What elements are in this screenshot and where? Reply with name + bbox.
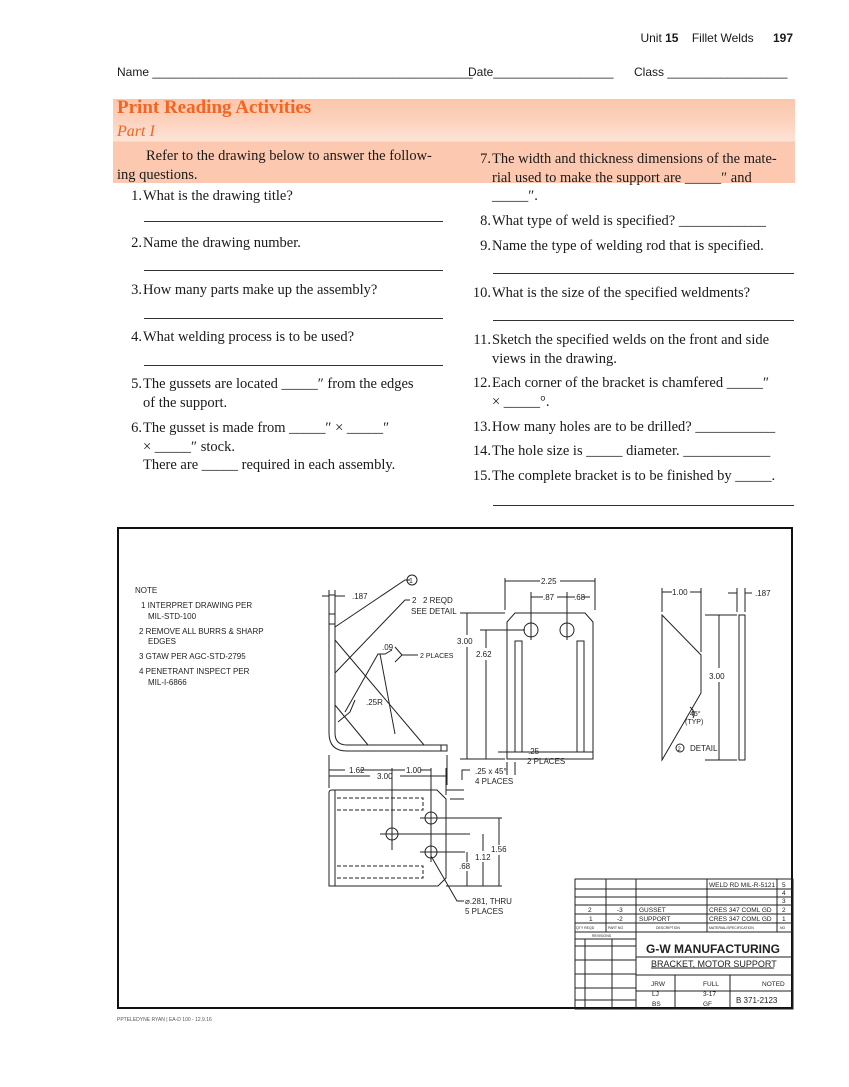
chamfer-spec: .25 x 45° [475, 767, 507, 776]
question-number: 6. [131, 420, 142, 436]
class-label: Class [634, 65, 665, 79]
dim-b: 1.00 [406, 766, 422, 775]
question-number: 4. [131, 329, 142, 345]
instructions-line: ing questions. [117, 166, 198, 183]
tb-part-no: -2 [617, 916, 623, 923]
tb-item-no: 1 [782, 916, 786, 923]
dim-c: 1.56 [491, 845, 507, 854]
question-text: The complete bracket is to be finished by _____. [492, 468, 776, 484]
question-text: The hole size is _____ diameter. ____________ [492, 443, 771, 459]
question-text: The width and thickness dimensions of the mate- [492, 151, 777, 167]
note-2: 2 REMOVE ALL BURRS & SHARP [139, 627, 264, 636]
unit-number: 15 [665, 31, 679, 45]
tb-item-no: 2 [782, 907, 786, 914]
tb-header-qty: QTY REQD [576, 926, 595, 930]
detail-label: DETAIL [690, 744, 718, 753]
question-text: of the support. [143, 394, 228, 411]
question-text: What is the size of the specified weldments? [492, 285, 751, 301]
question-number: 12. [472, 375, 491, 391]
question-text: What is the drawing title? [143, 188, 293, 204]
question-text: Name the type of welding rod that is specified. [492, 238, 764, 254]
question-number: 2. [131, 235, 142, 251]
detail-dim-width: 1.00 [672, 588, 688, 597]
detail-dim-thickness: .187 [755, 589, 771, 598]
tb-material: CRES 347 COML GD [709, 916, 772, 923]
dim-d: 1.12 [475, 853, 491, 862]
question-text: Sketch the specified welds on the front and side [492, 332, 770, 348]
dim-width: 2.25 [541, 577, 557, 586]
part-label: Part I [117, 123, 155, 140]
question-text: rial used to make the support are _____″ and [492, 169, 752, 186]
weld-size: .09 [382, 643, 394, 652]
question-text: The gussets are located _____″ from the edges [143, 376, 414, 392]
dim-a: 1.62 [349, 766, 365, 775]
tb-item-no: 4 [782, 890, 786, 897]
dim-hole-edge: .68 [574, 593, 586, 602]
tb-header-part: PART NO [608, 926, 624, 930]
note-4: 4 PENETRANT INSPECT PER [139, 667, 250, 676]
dim-edge-places: 2 PLACES [527, 757, 566, 766]
question-text: × _____″ stock. [143, 438, 235, 455]
dim-length: 3.00 [377, 772, 393, 781]
drawing-notes [135, 586, 264, 687]
page-number: 197 [772, 31, 793, 45]
bend-radius: .25R [366, 698, 383, 707]
tb-revisions: REVISIONS [592, 934, 612, 938]
question-text: views in the drawing. [492, 350, 617, 367]
question-text: Name the drawing number. [143, 235, 301, 251]
weld-places: 2 PLACES [420, 653, 454, 660]
tb-checked: LJ [652, 991, 659, 998]
note-2-cont: EDGES [148, 637, 177, 646]
drawing-credit: PPTELEDYNE RYAN | EA-D 100 - 12.9.16 [117, 1017, 212, 1023]
dim-thickness: .187 [352, 592, 368, 601]
question-number: 7. [480, 151, 491, 167]
callout-2: 2 [412, 596, 417, 605]
detail-dim-height: 3.00 [709, 672, 725, 681]
tb-scale: FULL [703, 981, 719, 988]
question-number: 3. [131, 282, 142, 298]
tb-header-no: NO [780, 926, 786, 930]
question-number: 14. [472, 443, 491, 459]
question-text: There are _____ required in each assembly. [143, 457, 396, 473]
detail-angle: 45° [690, 711, 701, 718]
chamfer-places: 4 PLACES [475, 777, 514, 786]
callout-2-detail: SEE DETAIL [411, 607, 457, 616]
question-number: 1. [131, 188, 142, 204]
question-number: 13. [472, 419, 491, 435]
note-3: 3 GTAW PER AGC-STD-2795 [139, 652, 246, 661]
tb-material: WELD RD MIL-R-5121 [709, 882, 776, 889]
class-field[interactable]: Class __________________ [634, 65, 788, 79]
detail-angle-note: (TYP) [685, 719, 704, 726]
question-number: 9. [480, 238, 491, 254]
gusset-detail [662, 588, 771, 760]
tb-tracer: BS [652, 1001, 661, 1008]
dim-height-2: 2.62 [476, 650, 492, 659]
note-1-cont: MIL-STD-100 [148, 612, 197, 621]
question-number: 10. [472, 285, 491, 301]
question-text: The gusset is made from _____″ × _____″ [143, 420, 390, 436]
detail-label-number: 2 [677, 747, 681, 753]
question-text: _____″. [492, 188, 538, 204]
question-text: What type of weld is specified? ____________ [492, 213, 766, 229]
question-text: How many parts make up the assembly? [143, 282, 378, 298]
tb-company: G-W MANUFACTURING [646, 942, 780, 956]
name-label: Name [117, 65, 150, 79]
tb-date: 3-17 [703, 991, 717, 998]
dim-edge: .25 [528, 747, 540, 756]
tb-part-no: -3 [617, 907, 623, 914]
front-view [457, 577, 595, 775]
question-text: What welding process is to be used? [143, 329, 355, 345]
tb-material-noted: NOTED [762, 981, 785, 988]
dim-height: 3.00 [457, 637, 473, 646]
dim-hole-spacing: .87 [543, 593, 555, 602]
tb-drawing-number: B 371-2123 [736, 996, 778, 1005]
chapter-title: Fillet Welds [691, 31, 754, 45]
side-view [322, 575, 457, 785]
note-1: 1 INTERPRET DRAWING PER [141, 601, 253, 610]
tb-description: GUSSET [639, 907, 666, 914]
instructions-line: Refer to the drawing below to answer the follow- [146, 148, 432, 164]
question-number: 8. [480, 213, 491, 229]
tb-header-desc: DESCRIPTION [656, 926, 680, 930]
tb-approved: GF [703, 1001, 713, 1008]
tb-material: CRES 347 COML GD [709, 907, 772, 914]
tb-qty: 1 [589, 916, 593, 923]
question-text: How many holes are to be drilled? ___________ [492, 419, 776, 435]
tb-item-no: 3 [782, 898, 786, 905]
question-number: 11. [473, 332, 491, 348]
tb-header-material: MATERIAL/SPECIFICATION [709, 926, 754, 930]
notes-heading: NOTE [135, 586, 158, 595]
tb-qty: 2 [588, 907, 592, 914]
question-text: Each corner of the bracket is chamfered _____″ [492, 375, 769, 391]
tb-description: SUPPORT [639, 916, 671, 923]
tb-drawing-title: BRACKET, MOTOR SUPPORT [651, 959, 777, 969]
unit-label: Unit [640, 31, 662, 45]
question-text: × _____°. [492, 393, 550, 410]
hole-places: 5 PLACES [465, 907, 504, 916]
dim-e: .68 [459, 862, 471, 871]
tb-drawn-by: JRW [651, 981, 665, 988]
callout-1: 1 [409, 578, 413, 585]
top-view [329, 766, 513, 916]
date-field[interactable]: Date__________________ [468, 65, 614, 79]
note-4-cont: MIL-I-6866 [148, 678, 187, 687]
date-label: Date [468, 65, 494, 79]
hole-spec: ⌀.281, THRU [465, 897, 512, 906]
question-number: 15. [472, 468, 491, 484]
question-number: 5. [131, 376, 142, 392]
section-title: Print Reading Activities [117, 97, 312, 118]
name-field[interactable]: Name ________________________________________________ [117, 65, 473, 79]
title-block [575, 879, 793, 1009]
callout-2-text: 2 REQD [423, 596, 453, 605]
tb-item-no: 5 [782, 882, 786, 889]
